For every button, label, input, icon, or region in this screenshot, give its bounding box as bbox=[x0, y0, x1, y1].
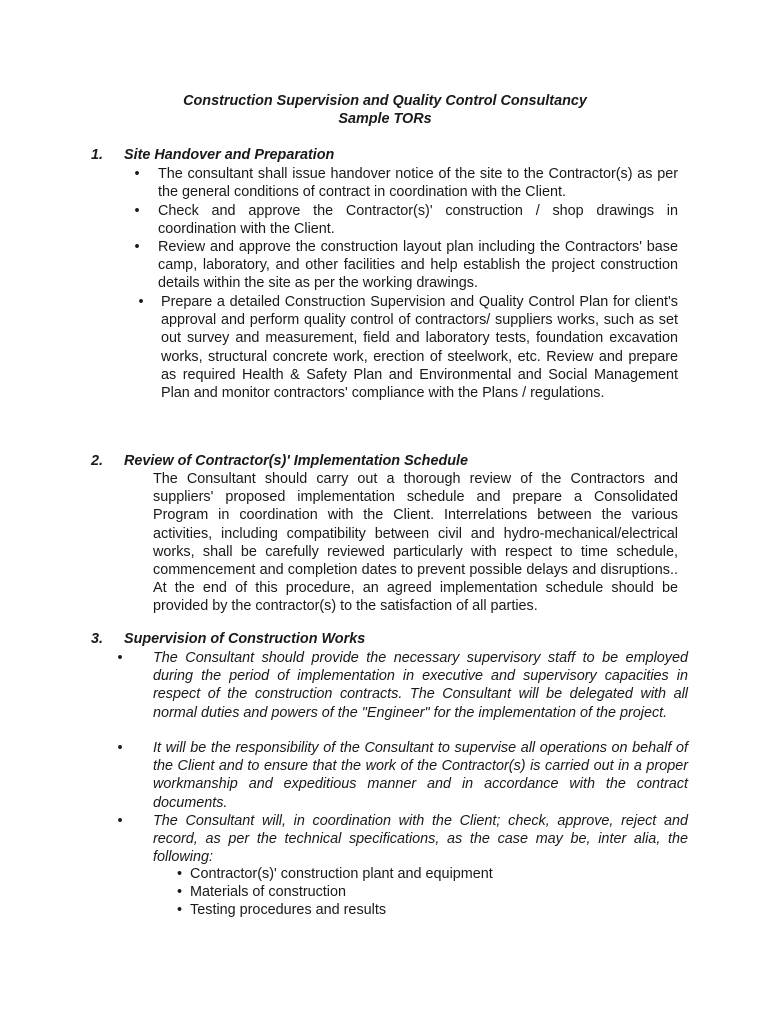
sub-list-item-text: Contractor(s)' construction plant and equipment bbox=[190, 866, 493, 882]
section-2-heading bbox=[91, 452, 468, 470]
section-3-heading bbox=[91, 630, 365, 648]
list-item-text: Prepare a detailed Construction Supervision and Quality Control Plan for client's approval and perform quality control of contractors/ suppliers works, such as set out survey and measurement, field and laboratory tests, foundation excavation works, structural concrete work, erection of steelwork, etc. Review and prepare as required Health & Safety Plan and Environmental and Social Management Plan and monitor contractors' compliance with the Plans / regulations. bbox=[161, 294, 678, 402]
bullet-icon: • bbox=[138, 294, 144, 310]
list-item bbox=[131, 238, 678, 293]
section-title: Supervision of Construction Works bbox=[124, 631, 366, 647]
title-line-2: Sample TORs bbox=[338, 111, 432, 128]
list-item bbox=[131, 165, 678, 201]
sub-list-item bbox=[177, 883, 346, 901]
list-item-text: The consultant shall issue handover notice of the site to the Contractor(s) as per the general conditions of contract in coordination with the Client. bbox=[158, 166, 678, 201]
list-item-text: The Consultant should provide the necessary supervisory staff to be employed during the period of implementation in executive and supervisory capacities in respect of the construction contracts. The Consultant will be delegated with all normal duties and powers of the "Engineer" for the implementation of the project. bbox=[153, 650, 688, 721]
bullet-icon: • bbox=[134, 239, 140, 255]
list-item-text: It will be the responsibility of the Consultant to supervise all operations on behalf of the Client and to ensure that the work of the Contractor(s) is carried out in a proper workmanship and expeditious manner and in accordance with the contract documents. bbox=[153, 740, 688, 811]
section-2-paragraph: The Consultant should carry out a thorough review of the Contractors and suppliers' proposed implementation schedule and prepare a Consolidated Program in coordination with the Client. Interrelations between the various activities, including compatibility between civil and hydro-mechanical/electrical works, shall be carefully reviewed particularly with respect to time schedule, commencement and completion dates to prevent possible delays and disruptions.. At the end of this procedure, an agreed implementation schedule should be provided by the contractor(s) to the satisfaction of all parties. bbox=[153, 471, 678, 615]
list-item-text: Check and approve the Contractor(s)' construction / shop drawings in coordination with the Client. bbox=[158, 203, 678, 238]
bullet-icon: • bbox=[117, 740, 123, 756]
section-title: Review of Contractor(s)' Implementation Schedule bbox=[124, 453, 469, 469]
list-item bbox=[114, 649, 688, 722]
section-title: Site Handover and Preparation bbox=[124, 147, 335, 163]
list-item bbox=[114, 739, 688, 812]
document-title bbox=[0, 92, 768, 128]
list-item bbox=[114, 812, 688, 867]
bullet-icon: • bbox=[177, 902, 183, 918]
list-item bbox=[135, 293, 678, 402]
bullet-icon: • bbox=[134, 166, 140, 182]
bullet-icon: • bbox=[177, 866, 183, 882]
bullet-icon: • bbox=[117, 813, 123, 829]
bullet-icon: • bbox=[134, 203, 140, 219]
bullet-icon: • bbox=[117, 650, 123, 666]
list-item-text: The Consultant will, in coordination with the Client; check, approve, reject and record, as per the technical specifications, as the case may be, inter alia, the following: bbox=[153, 813, 688, 866]
section-number: 2. bbox=[91, 453, 104, 469]
list-item bbox=[131, 202, 678, 238]
section-number: 1. bbox=[91, 147, 104, 163]
sub-list-item-text: Testing procedures and results bbox=[190, 902, 387, 918]
sub-list-item bbox=[177, 865, 493, 883]
bullet-icon: • bbox=[177, 884, 183, 900]
section-number: 3. bbox=[91, 631, 104, 647]
sub-list-item-text: Materials of construction bbox=[190, 884, 347, 900]
title-line-1: Construction Supervision and Quality Control Consultancy bbox=[183, 93, 587, 109]
list-item-text: Review and approve the construction layout plan including the Contractors' base camp, laboratory, and other facilities and help establish the project construction details within the site as per the working drawings. bbox=[158, 239, 678, 292]
sub-list-item bbox=[177, 901, 386, 919]
section-1-heading bbox=[91, 146, 334, 164]
